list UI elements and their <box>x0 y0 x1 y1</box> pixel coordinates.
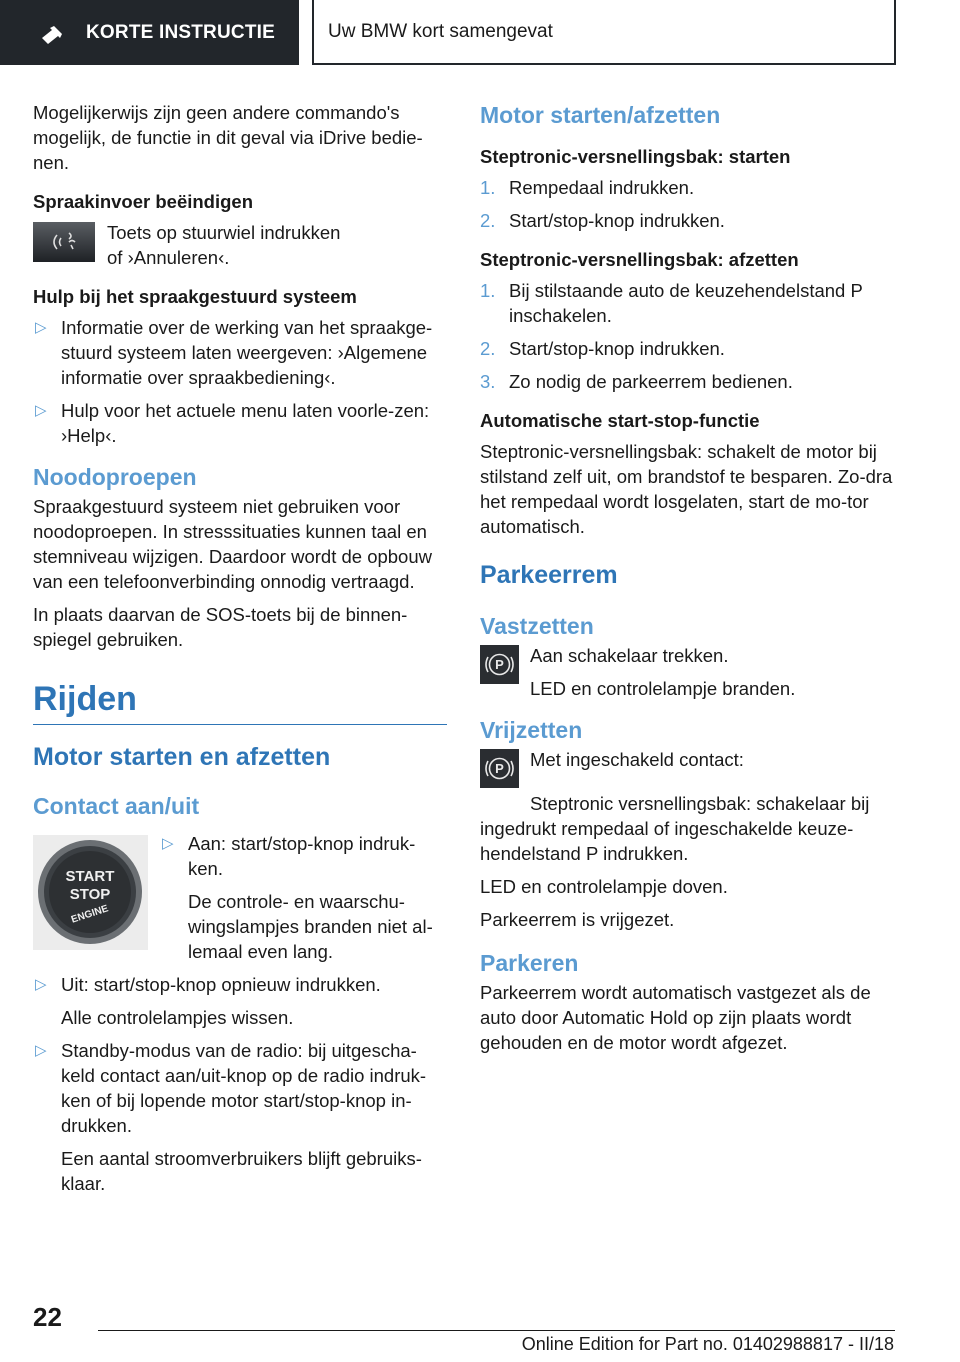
motor-heading: Motor starten en afzetten <box>33 743 331 771</box>
footer-divider <box>98 1330 895 1331</box>
start-heading: Steptronic-versnellingsbak: starten <box>480 146 791 167</box>
triangle-bullet-icon: ▷ <box>35 319 47 336</box>
speech-end-text-1: Toets op stuurwiel indrukken <box>107 222 341 243</box>
set-line-2: LED en controlelampje branden. <box>530 678 796 699</box>
list-item: 2. Start/stop-knop indrukken. <box>480 210 725 231</box>
header-section-tab <box>0 0 299 65</box>
triangle-bullet-icon: ▷ <box>35 402 47 419</box>
intro-paragraph: Mogelijkerwijs zijn geen andere commando's mogelijk, de functie in dit geval via iDrive bedie-nen. <box>33 102 423 173</box>
header-tab-label: KORTE INSTRUCTIE <box>86 21 275 43</box>
release-line-4: Parkeerrem is vrijgezet. <box>480 909 675 930</box>
release-line-3: LED en controlelampje doven. <box>480 876 728 897</box>
list-item: ▷ Uit: start/stop-knop opnieuw indrukken. Alle controlelampjes wissen. <box>35 974 381 1028</box>
header-section-title: Uw BMW kort samengevat <box>312 0 896 65</box>
stop-steps <box>480 278 894 394</box>
help-list <box>33 315 447 448</box>
list-item: 1. Rempedaal indrukken. <box>480 177 695 198</box>
list-item: 3. Zo nodig de parkeerrem bedienen. <box>480 371 793 392</box>
list-item: ▷ Aan: start/stop-knop indruk-ken. De controle- en waarschu-wingslampjes branden niet al-lemaal even lang. <box>162 833 433 962</box>
list-item: 1. Bij stilstaande auto de keuzehendelstand P inschakelen. <box>480 280 863 326</box>
emergency-paragraph-1: Spraakgestuurd systeem niet gebruiken voor noodoproepen. In stresssituaties kunnen taal en stemniveau wijzigen. Daardoor wordt de opbouw van een telefoonverbinding onnodig vertraagd. <box>33 496 432 592</box>
footer-edition: Online Edition for Part no. 01402988817 - II/18 <box>521 1334 894 1354</box>
speech-end-heading: Spraakinvoer beëindigen <box>33 191 254 212</box>
left-column <box>33 100 447 1204</box>
triangle-bullet-icon: ▷ <box>35 976 47 993</box>
svg-text:P: P <box>495 761 504 776</box>
contact-row <box>33 831 447 964</box>
auto-start-stop-text: Steptronic-versnellingsbak: schakelt de motor bij stilstand zelf uit, om brandstof te besparen. Zo-dra het rempedaal wordt losgelaten, start de mo-tor automatisch. <box>480 441 893 537</box>
release-line-1: Met ingeschakeld contact: <box>530 749 744 770</box>
release-heading: Vrijzetten <box>480 717 583 743</box>
driving-heading: Rijden <box>33 680 137 718</box>
contact-list <box>160 831 447 964</box>
parking-brake-heading: Parkeerrem <box>480 561 618 589</box>
start-steps <box>480 175 894 233</box>
speech-end-text-2: of ›Annuleren‹. <box>107 247 230 268</box>
voice-button-icon <box>33 222 95 262</box>
parking-brake-switch-icon <box>480 645 519 684</box>
list-item: ▷ Hulp voor het actuele menu laten voorle-zen: ›Help‹. <box>35 400 430 446</box>
parkeren-heading: Parkeren <box>480 950 579 976</box>
emergency-heading: Noodoproepen <box>33 464 197 490</box>
emergency-paragraph-2: In plaats daarvan de SOS-toets bij de binnen-spiegel gebruiken. <box>33 604 408 650</box>
contact-heading: Contact aan/uit <box>33 793 200 819</box>
start-stop-button-icon <box>33 835 148 950</box>
triangle-bullet-icon: ▷ <box>35 1042 47 1059</box>
stop-heading: Steptronic-versnellingsbak: afzetten <box>480 249 799 270</box>
pointing-hand-icon <box>40 24 64 44</box>
list-item: 2. Start/stop-knop indrukken. <box>480 338 725 359</box>
list-item: ▷ Informatie over de werking van het spraakge-stuurd systeem laten weergeven: ›Algemene informatie over spraakbediening‹. <box>35 317 433 388</box>
motor-start-stop-heading: Motor starten/afzetten <box>480 102 721 128</box>
release-row <box>480 747 894 791</box>
right-column <box>480 100 894 1063</box>
list-item: ▷ Standby-modus van de radio: bij uitgescha-keld contact aan/uit-knop op de radio indruk-ken of bij lopende motor start/stop-knop in-drukken. Een aantal stroomverbruikers blijft gebruiks-klaar. <box>35 1040 427 1194</box>
triangle-bullet-icon: ▷ <box>162 835 174 852</box>
svg-text:STOP: STOP <box>69 886 111 903</box>
set-line-1: Aan schakelaar trekken. <box>530 645 729 666</box>
parking-brake-switch-icon <box>480 749 519 788</box>
auto-start-stop-heading: Automatische start-stop-functie <box>480 410 760 431</box>
release-line-2: Steptronic versnellingsbak: schakelaar bij ingedrukt rempedaal of ingeschakelde keuze-hendelstand P indrukken. <box>480 793 870 864</box>
help-heading: Hulp bij het spraakgestuurd systeem <box>33 286 357 307</box>
section-divider <box>33 724 447 725</box>
parkeren-text: Parkeerrem wordt automatisch vastgezet als de auto door Automatic Hold op zijn plaats wordt gehouden en de motor wordt afgezet. <box>480 982 871 1053</box>
contact-list-continued <box>33 972 447 1196</box>
page-number: 22 <box>33 1302 62 1332</box>
set-row <box>480 643 894 701</box>
speech-end-row <box>33 220 447 270</box>
set-heading: Vastzetten <box>480 613 594 639</box>
svg-text:ENGINE: ENGINE <box>69 903 110 926</box>
svg-text:P: P <box>495 657 504 672</box>
svg-text:START: START <box>65 868 115 885</box>
